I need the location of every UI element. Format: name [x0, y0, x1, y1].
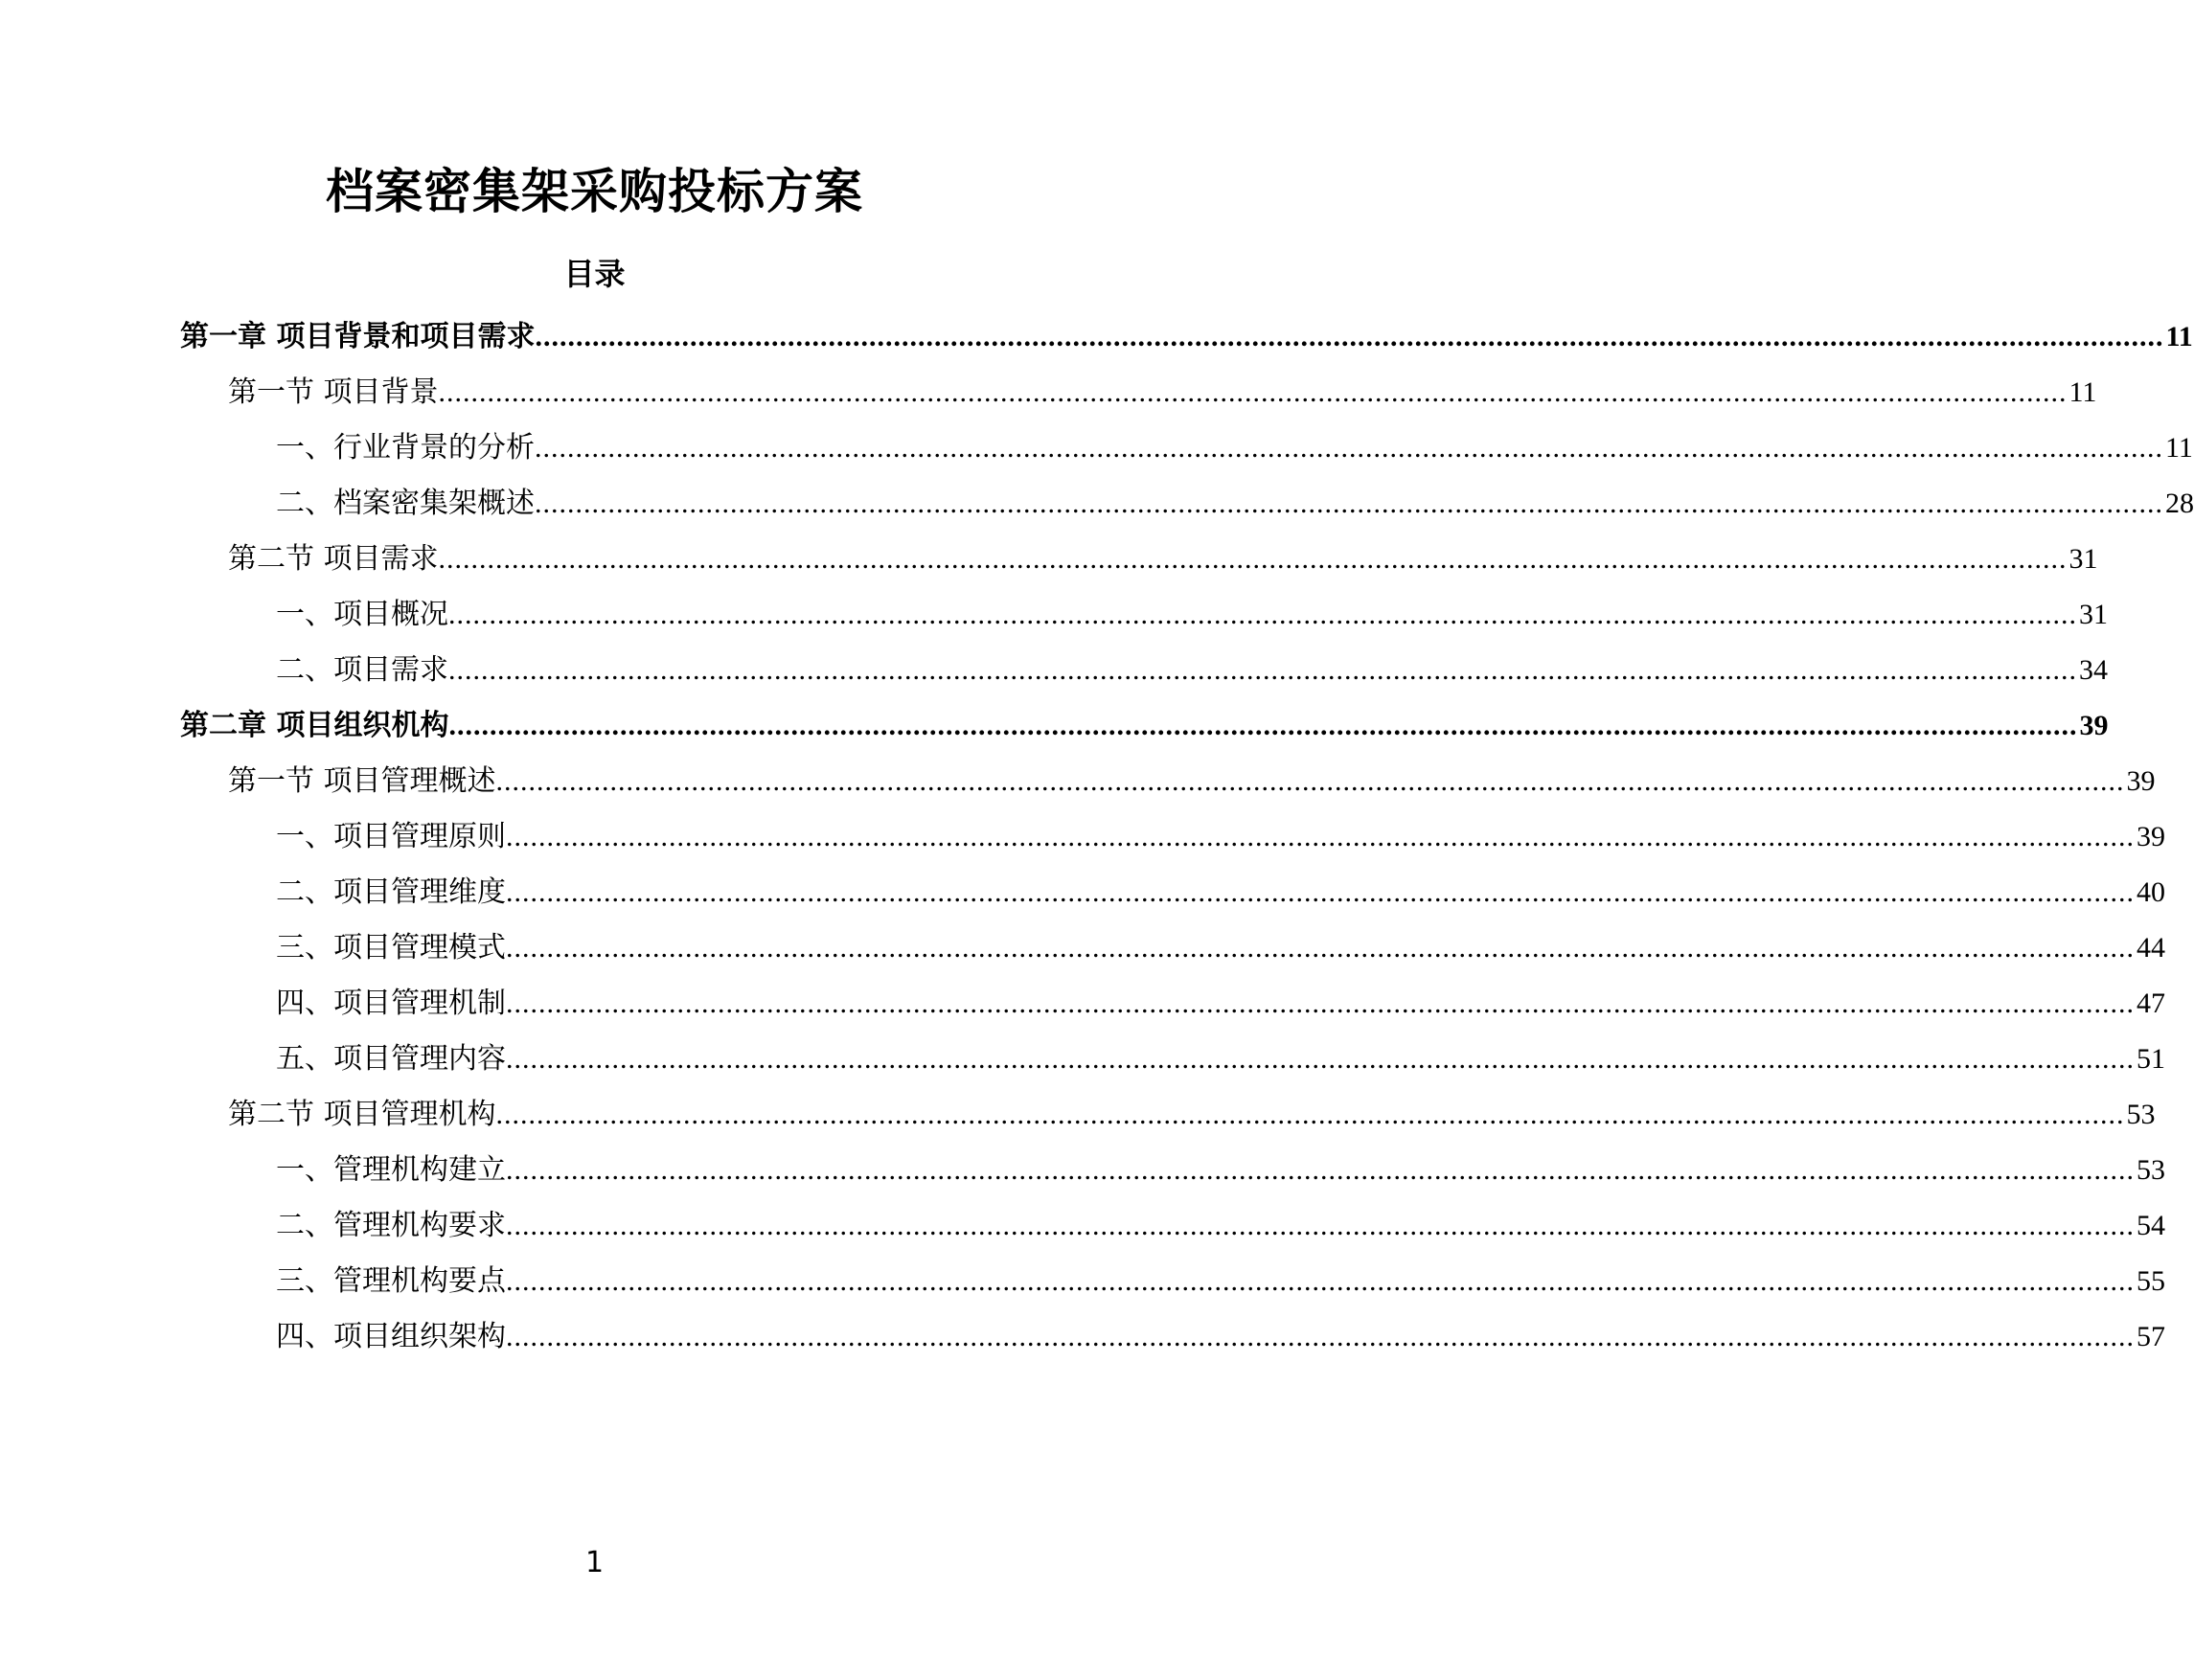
toc-dot-leader: ........................................................................................................................................................................................................ — [506, 988, 2135, 1019]
toc-dot-leader: ........................................................................................................................................................................................................ — [535, 321, 2164, 352]
toc-dot-leader: ........................................................................................................................................................................................................ — [506, 1210, 2135, 1241]
toc-entry-label: 二、项目需求 — [276, 653, 448, 687]
toc-entry-subsection[interactable] — [276, 483, 2194, 525]
toc-entry-page: 31 — [2079, 599, 2108, 630]
toc-entry-label: 第一章 项目背景和项目需求 — [180, 320, 536, 353]
toc-entry-label: 二、档案密集架概述 — [276, 487, 535, 520]
page-number: 1 — [584, 1546, 605, 1579]
toc-entry-subsection[interactable] — [276, 1038, 2165, 1080]
toc-entry-page: 53 — [2126, 1099, 2156, 1130]
toc-entry-chapter-2[interactable] — [180, 705, 2109, 747]
toc-entry-label: 一、行业背景的分析 — [276, 431, 535, 465]
toc-dot-leader: ........................................................................................................................................................................................................ — [506, 1043, 2135, 1075]
document-title: 档案密集架采购投标方案 — [326, 164, 863, 219]
toc-dot-leader: ........................................................................................................................................................................................................ — [506, 876, 2135, 908]
toc-entry-page: 57 — [2137, 1321, 2165, 1352]
toc-entry-label: 第一节 项目管理概述 — [228, 764, 496, 798]
toc-entry-label: 五、项目管理内容 — [276, 1042, 506, 1076]
toc-heading: 目录 — [563, 256, 626, 292]
toc-entry-label: 二、管理机构要求 — [276, 1209, 506, 1242]
toc-entry-subsection[interactable] — [276, 927, 2165, 969]
toc-entry-page: 39 — [2079, 710, 2109, 741]
toc-entry-subsection[interactable] — [276, 872, 2165, 914]
toc-entry-label: 二、项目管理维度 — [276, 875, 506, 909]
toc-entry-section[interactable] — [228, 1094, 2156, 1136]
toc-entry-subsection[interactable] — [276, 427, 2193, 469]
toc-entry-label: 第一节 项目背景 — [228, 375, 439, 409]
toc-entry-page: 44 — [2137, 932, 2165, 964]
toc-entry-subsection[interactable] — [276, 816, 2165, 858]
toc-entry-page: 47 — [2137, 988, 2165, 1019]
toc-entry-page: 11 — [2068, 376, 2097, 408]
toc-entry-page: 39 — [2126, 765, 2156, 797]
toc-entry-label: 三、管理机构要点 — [276, 1264, 506, 1298]
toc-entry-label: 四、项目组织架构 — [276, 1320, 506, 1353]
toc-entry-label: 一、管理机构建立 — [276, 1153, 506, 1187]
toc-entry-label: 第二节 项目管理机构 — [228, 1098, 496, 1131]
toc-entry-page: 55 — [2137, 1265, 2165, 1297]
toc-dot-leader: ........................................................................................................................................................................................................ — [506, 932, 2135, 964]
toc-entry-page: 40 — [2137, 876, 2165, 908]
toc-entry-subsection[interactable] — [276, 1205, 2165, 1247]
toc-entry-subsection[interactable] — [276, 594, 2108, 636]
toc-entry-section[interactable] — [228, 761, 2156, 803]
toc-entry-page: 54 — [2137, 1210, 2165, 1241]
toc-dot-leader: ........................................................................................................................................................................................................ — [448, 599, 2077, 630]
toc-entry-page: 31 — [2068, 543, 2098, 575]
toc-entry-page: 11 — [2165, 321, 2193, 352]
toc-dot-leader: ........................................................................................................................................................................................................ — [535, 432, 2163, 464]
toc-dot-leader: ........................................................................................................................................................................................................ — [506, 821, 2135, 852]
toc-entry-chapter-1[interactable] — [180, 316, 2193, 358]
toc-entry-page: 28 — [2165, 488, 2194, 519]
toc-dot-leader: ........................................................................................................................................................................................................ — [438, 543, 2068, 575]
toc-dot-leader: ........................................................................................................................................................................................................ — [495, 765, 2125, 797]
toc-entry-subsection[interactable] — [276, 983, 2165, 1025]
toc-entry-page: 34 — [2079, 654, 2108, 686]
toc-entry-label: 四、项目管理机制 — [276, 987, 506, 1020]
toc-entry-subsection[interactable] — [276, 1149, 2165, 1192]
toc-dot-leader: ........................................................................................................................................................................................................ — [495, 1099, 2125, 1130]
toc-dot-leader: ........................................................................................................................................................................................................ — [506, 1154, 2135, 1186]
toc-dot-leader: ........................................................................................................................................................................................................ — [448, 710, 2078, 741]
toc-dot-leader: ........................................................................................................................................................................................................ — [438, 376, 2068, 408]
toc-entry-subsection[interactable] — [276, 649, 2108, 692]
toc-entry-page: 51 — [2137, 1043, 2165, 1075]
toc-dot-leader: ........................................................................................................................................................................................................ — [535, 488, 2163, 519]
toc-entry-section[interactable] — [228, 372, 2097, 414]
toc-entry-label: 一、项目概况 — [276, 598, 448, 631]
toc-dot-leader: ........................................................................................................................................................................................................ — [448, 654, 2077, 686]
toc-entry-label: 第二节 项目需求 — [228, 542, 439, 576]
toc-entry-page: 11 — [2165, 432, 2193, 464]
toc-entry-label: 一、项目管理原则 — [276, 820, 506, 853]
toc-entry-section[interactable] — [228, 538, 2098, 580]
toc-entry-label: 第二章 项目组织机构 — [180, 709, 449, 742]
toc-entry-subsection[interactable] — [276, 1260, 2165, 1303]
toc-dot-leader: ........................................................................................................................................................................................................ — [506, 1321, 2135, 1352]
toc-entry-page: 53 — [2137, 1154, 2165, 1186]
toc-entry-label: 三、项目管理模式 — [276, 931, 506, 965]
toc-entry-subsection[interactable] — [276, 1316, 2165, 1358]
toc-entry-page: 39 — [2137, 821, 2165, 852]
toc-dot-leader: ........................................................................................................................................................................................................ — [506, 1265, 2135, 1297]
